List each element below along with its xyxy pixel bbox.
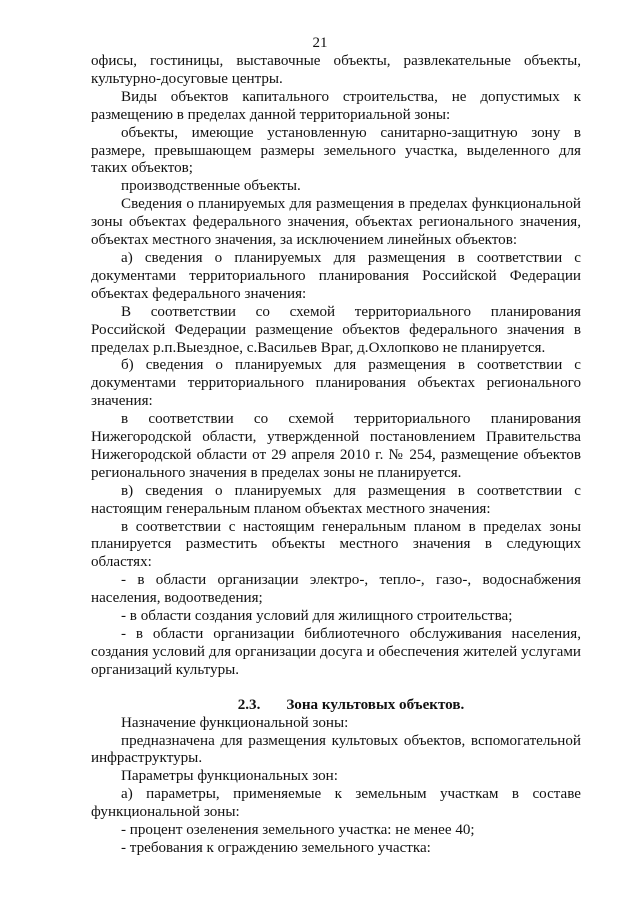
text-line: Параметры функциональных зон: [121, 768, 338, 785]
text-line: объектах местного значения, за исключением линейных объектов: [91, 232, 518, 249]
text-line: функциональной зоны: [91, 804, 240, 821]
text-line: регионального значения в пределах зоны не планируется. [91, 464, 462, 481]
text-line: производственные объекты. [121, 178, 301, 195]
text-line: в соответствии с настоящим генеральным планом в пределах зоны [121, 518, 581, 535]
section-before [91, 53, 581, 680]
text-line: В соответствии со схемой территориального планирования [121, 303, 581, 320]
text-line: офисы, гостиницы, выставочные объекты, развлекательные объекты, [91, 53, 581, 69]
text-line: - в области организации библиотечного обслуживания населения, [121, 626, 581, 642]
text-line: объектах федерального значения: [91, 285, 307, 302]
text-line: объекты, имеющие установленную санитарно-защитную зону в [121, 124, 581, 141]
text-line: значения: [91, 393, 153, 410]
section-after [91, 715, 581, 858]
text-line: - требования к ограждению земельного участка: [121, 839, 431, 856]
text-line: - процент озеленения земельного участка: не менее 40; [121, 822, 475, 839]
spacer [91, 680, 581, 697]
text-line: Виды объектов капитального строительства, не допустимых к [121, 88, 581, 105]
text-line: а) сведения о планируемых для размещения в соответствии с [121, 249, 581, 266]
text-line: предназначена для размещения культовых объектов, вспомогательной [121, 732, 581, 749]
text-line: Назначение функциональной зоны: [121, 714, 349, 731]
text-line: Российской Федерации размещение объектов федерального значения в [91, 321, 581, 338]
heading-title: Зона культовых объектов. [286, 696, 465, 713]
text-line: планируется разместить объекты местного значения в следующих [91, 536, 581, 553]
text-line: инфраструктуры. [91, 750, 203, 767]
text-line: Нижегородской области, утвержденной постановлением Правительства [91, 429, 581, 446]
text-line: таких объектов; [91, 160, 193, 177]
text-line: Сведения о планируемых для размещения в пределах функциональной [121, 196, 581, 213]
text-line: - в области создания условий для жилищного строительства; [121, 608, 513, 625]
page-number: 21 [312, 35, 328, 51]
document-body [91, 53, 581, 858]
text-line: населения, водоотведения; [91, 590, 263, 607]
text-line: зоны объектах федерального значения, объектах регионального значения, [91, 214, 581, 231]
text-line: б) сведения о планируемых для размещения в соответствии с [121, 357, 581, 374]
text-line: пределах р.п.Выездное, с.Васильев Враг, д.Охлопково не планируется. [91, 339, 546, 356]
text-line: размере, превышающем размеры земельного участка, выделенного для [91, 142, 581, 159]
text-line: культурно-досуговые центры. [91, 70, 283, 87]
text-line: областях: [91, 554, 152, 571]
text-line: размещению в пределах данной территориальной зоны: [91, 106, 451, 123]
heading-number: 2.3. [237, 696, 261, 713]
section-heading [91, 697, 581, 715]
text-line: создания условий для организации досуга и обеспечения жителей услугами [91, 643, 581, 660]
text-line: настоящим генеральным планом объектах местного значения: [91, 500, 491, 517]
text-line: в) сведения о планируемых для размещения в соответствии с [121, 482, 581, 499]
text-line: организаций культуры. [91, 661, 240, 678]
text-line: документами территориального планирования объектах регионального [91, 375, 581, 392]
text-line: Нижегородской области от 29 апреля 2010 г. № 254, размещение объектов [91, 446, 581, 463]
text-line: - в области организации электро-, тепло-, газо-, водоснабжения [121, 572, 581, 589]
text-line: а) параметры, применяемые к земельным участкам в составе [121, 786, 581, 803]
text-line: в соответствии со схемой территориального планирования [121, 411, 581, 428]
text-line: документами территориального планирования Российской Федерации [91, 267, 581, 284]
